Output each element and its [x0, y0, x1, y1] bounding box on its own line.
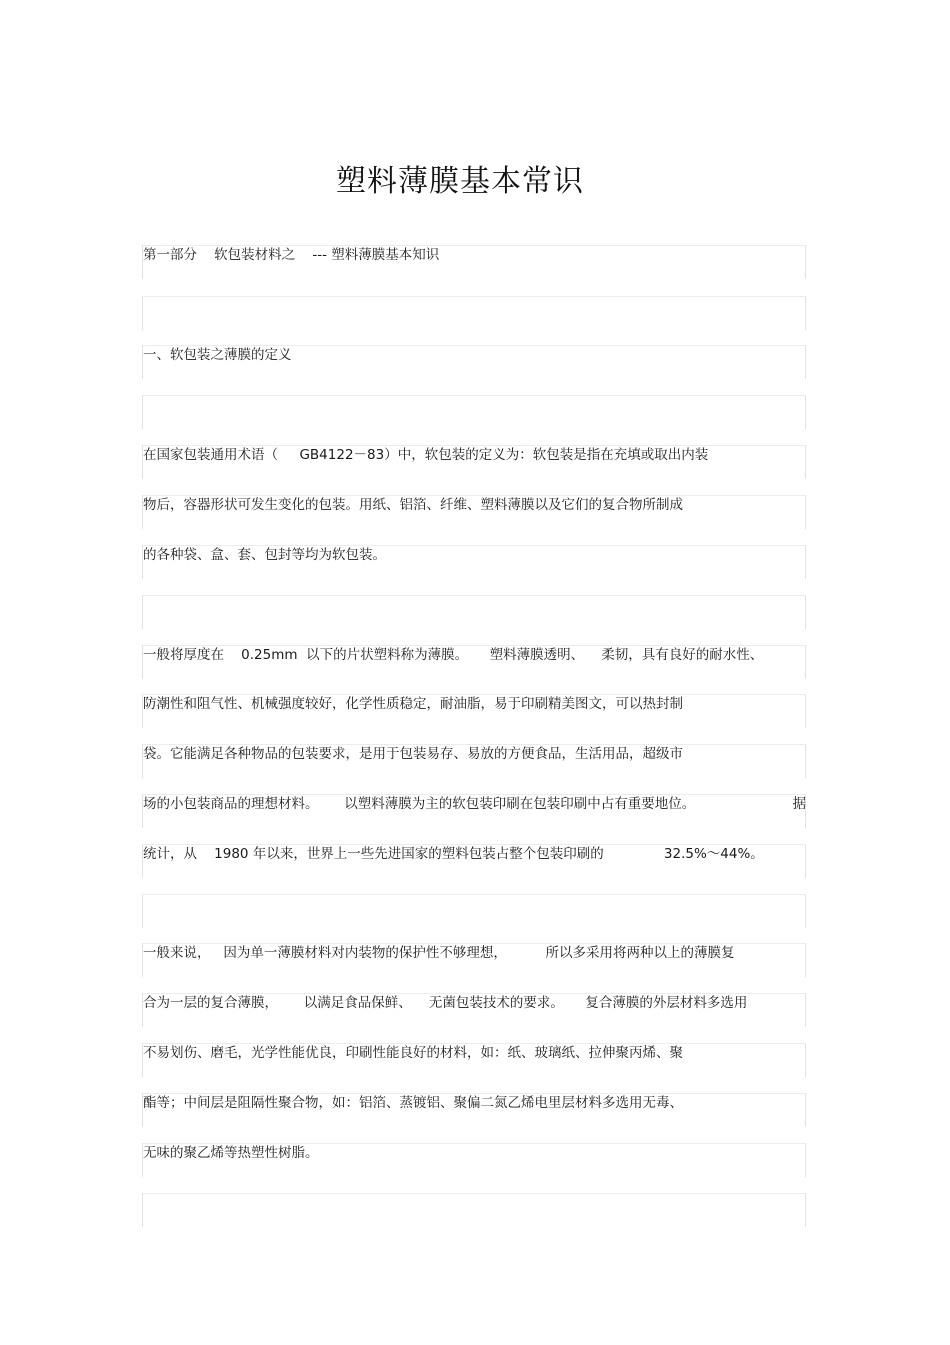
- paragraph-line: 物后，容器形状可发生变化的包装。用纸、铝箔、纤维、塑料薄膜以及它们的复合物所制成: [143, 497, 683, 513]
- paragraph-line-end: 据: [792, 796, 806, 812]
- paragraph-line: 在国家包装通用术语（ GB4122－83）中，软包装的定义为：软包装是指在充填或取出内装: [143, 447, 709, 463]
- table-row: [142, 1193, 806, 1227]
- table-row: [142, 595, 806, 629]
- paragraph-line: 无味的聚乙烯等热塑性树脂。: [143, 1145, 319, 1161]
- table-row: [142, 296, 806, 330]
- paragraph-line: 防潮性和阻气性、机械强度较好，化学性质稳定，耐油脂，易于印刷精美图文，可以热封制: [143, 696, 683, 712]
- paragraph-line: 袋。它能满足各种物品的包装要求，是用于包装易存、易放的方便食品，生活用品，超级市: [143, 746, 683, 762]
- table-row: [142, 894, 806, 928]
- subsection-heading: 一、软包装之薄膜的定义: [143, 347, 292, 363]
- paragraph-line: 合为一层的复合薄膜， 以满足食品保鲜、 无菌包装技术的要求。 复合薄膜的外层材料多选用: [143, 995, 748, 1011]
- table-row: [142, 395, 806, 429]
- paragraph-line: 的各种袋、盒、套、包封等均为软包装。: [143, 547, 386, 563]
- paragraph-line: 不易划伤、磨毛，光学性能优良，印刷性能良好的材料，如：纸、玻璃纸、拉伸聚丙烯、聚: [143, 1045, 683, 1061]
- paragraph-line: 一般将厚度在 0.25mm 以下的片状塑料称为薄膜。 塑料薄膜透明、 柔韧，具有良好的耐水性、: [143, 647, 764, 663]
- paragraph-line: 酯等；中间层是阻隔性聚合物，如：铝箔、蒸镀铝、聚偏二氮乙烯电里层材料多选用无毒、: [143, 1095, 683, 1111]
- document-title: 塑料薄膜基本常识: [336, 164, 584, 199]
- paragraph-line: 统计，从 1980 年以来，世界上一些先进国家的塑料包装占整个包装印刷的 32.5%～44%。: [143, 846, 764, 862]
- paragraph-line: 一般来说， 因为单一薄膜材料对内装物的保护性不够理想， 所以多采用将两种以上的薄膜复: [143, 945, 735, 961]
- paragraph-line: 场的小包装商品的理想材料。 以塑料薄膜为主的软包装印刷在包装印刷中占有重要地位。: [143, 796, 696, 812]
- section-heading: 第一部分 软包装材料之 --- 塑料薄膜基本知识: [143, 247, 440, 263]
